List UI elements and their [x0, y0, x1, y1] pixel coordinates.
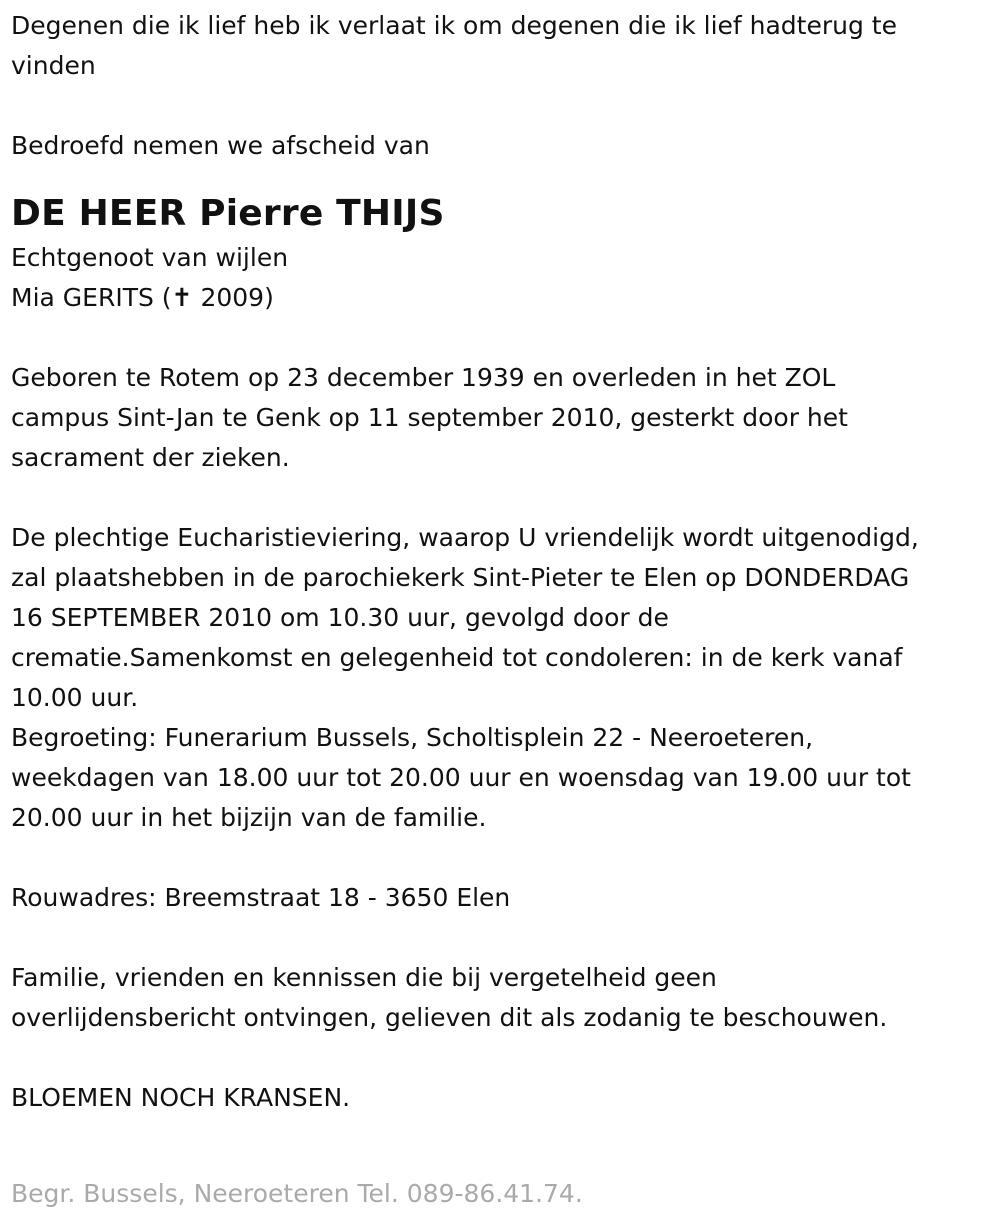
motto-line: vinden — [11, 51, 96, 80]
paragraph-line: Familie, vrienden en kennissen die bij vergetelheid geen — [11, 963, 717, 992]
spouse-death-year: 2009) — [200, 283, 274, 312]
paragraph-line: 20.00 uur in het bijzijn van de familie. — [11, 803, 487, 832]
motto-line: Degenen die ik lief heb ik verlaat ik om degenen die ik lief hadterug te — [11, 11, 897, 40]
family-paragraph — [11, 958, 989, 1038]
paragraph-line: campus Sint-Jan te Genk op 11 september 2010, gesterkt door het — [11, 403, 848, 432]
deceased-block — [11, 188, 989, 318]
paragraph-line: Geboren te Rotem op 23 december 1939 en overleden in het ZOL — [11, 363, 836, 392]
deceased-name: DE HEER Pierre THIJS — [11, 193, 445, 234]
paragraph-line: 10.00 uur. — [11, 683, 139, 712]
flowers-note — [11, 1078, 989, 1118]
paragraph-line: De plechtige Eucharistieviering, waarop U vriendelijk wordt uitgenodigd, — [11, 523, 919, 552]
paragraph-line: 16 SEPTEMBER 2010 om 10.30 uur, gevolgd door de — [11, 603, 669, 632]
intro — [11, 126, 989, 166]
paragraph-line: zal plaatshebben in de parochiekerk Sint-Pieter te Elen op DONDERDAG — [11, 563, 910, 592]
paragraph-line: weekdagen van 18.00 uur tot 20.00 uur en woensdag van 19.00 uur tot — [11, 763, 911, 792]
paragraph-line: overlijdensbericht ontvingen, gelieven dit als zodanig te beschouwen. — [11, 1003, 888, 1032]
motto — [11, 6, 989, 86]
mourning-address — [11, 878, 989, 918]
flowers-text: BLOEMEN NOCH KRANSEN. — [11, 1083, 351, 1112]
spouse-name: Mia GERITS ( — [11, 283, 172, 312]
paragraph-line: sacrament der zieken. — [11, 443, 290, 472]
address-text: Rouwadres: Breemstraat 18 - 3650 Elen — [11, 883, 511, 912]
spouse-line-1: Echtgenoot van wijlen — [11, 243, 289, 272]
intro-text: Bedroefd nemen we afscheid van — [11, 131, 430, 160]
paragraph-line: Begroeting: Funerarium Bussels, Scholtisplein 22 - Neeroeteren, — [11, 723, 814, 752]
birth-death-paragraph — [11, 358, 989, 478]
funeral-home-footer: Begr. Bussels, Neeroeteren Tel. 089-86.41.74. — [11, 1179, 583, 1208]
spouse-line-2 — [11, 278, 989, 318]
cross-icon: ✝ — [171, 283, 193, 312]
paragraph-line: crematie.Samenkomst en gelegenheid tot condoleren: in de kerk vanaf — [11, 643, 903, 672]
service-paragraph — [11, 518, 989, 838]
